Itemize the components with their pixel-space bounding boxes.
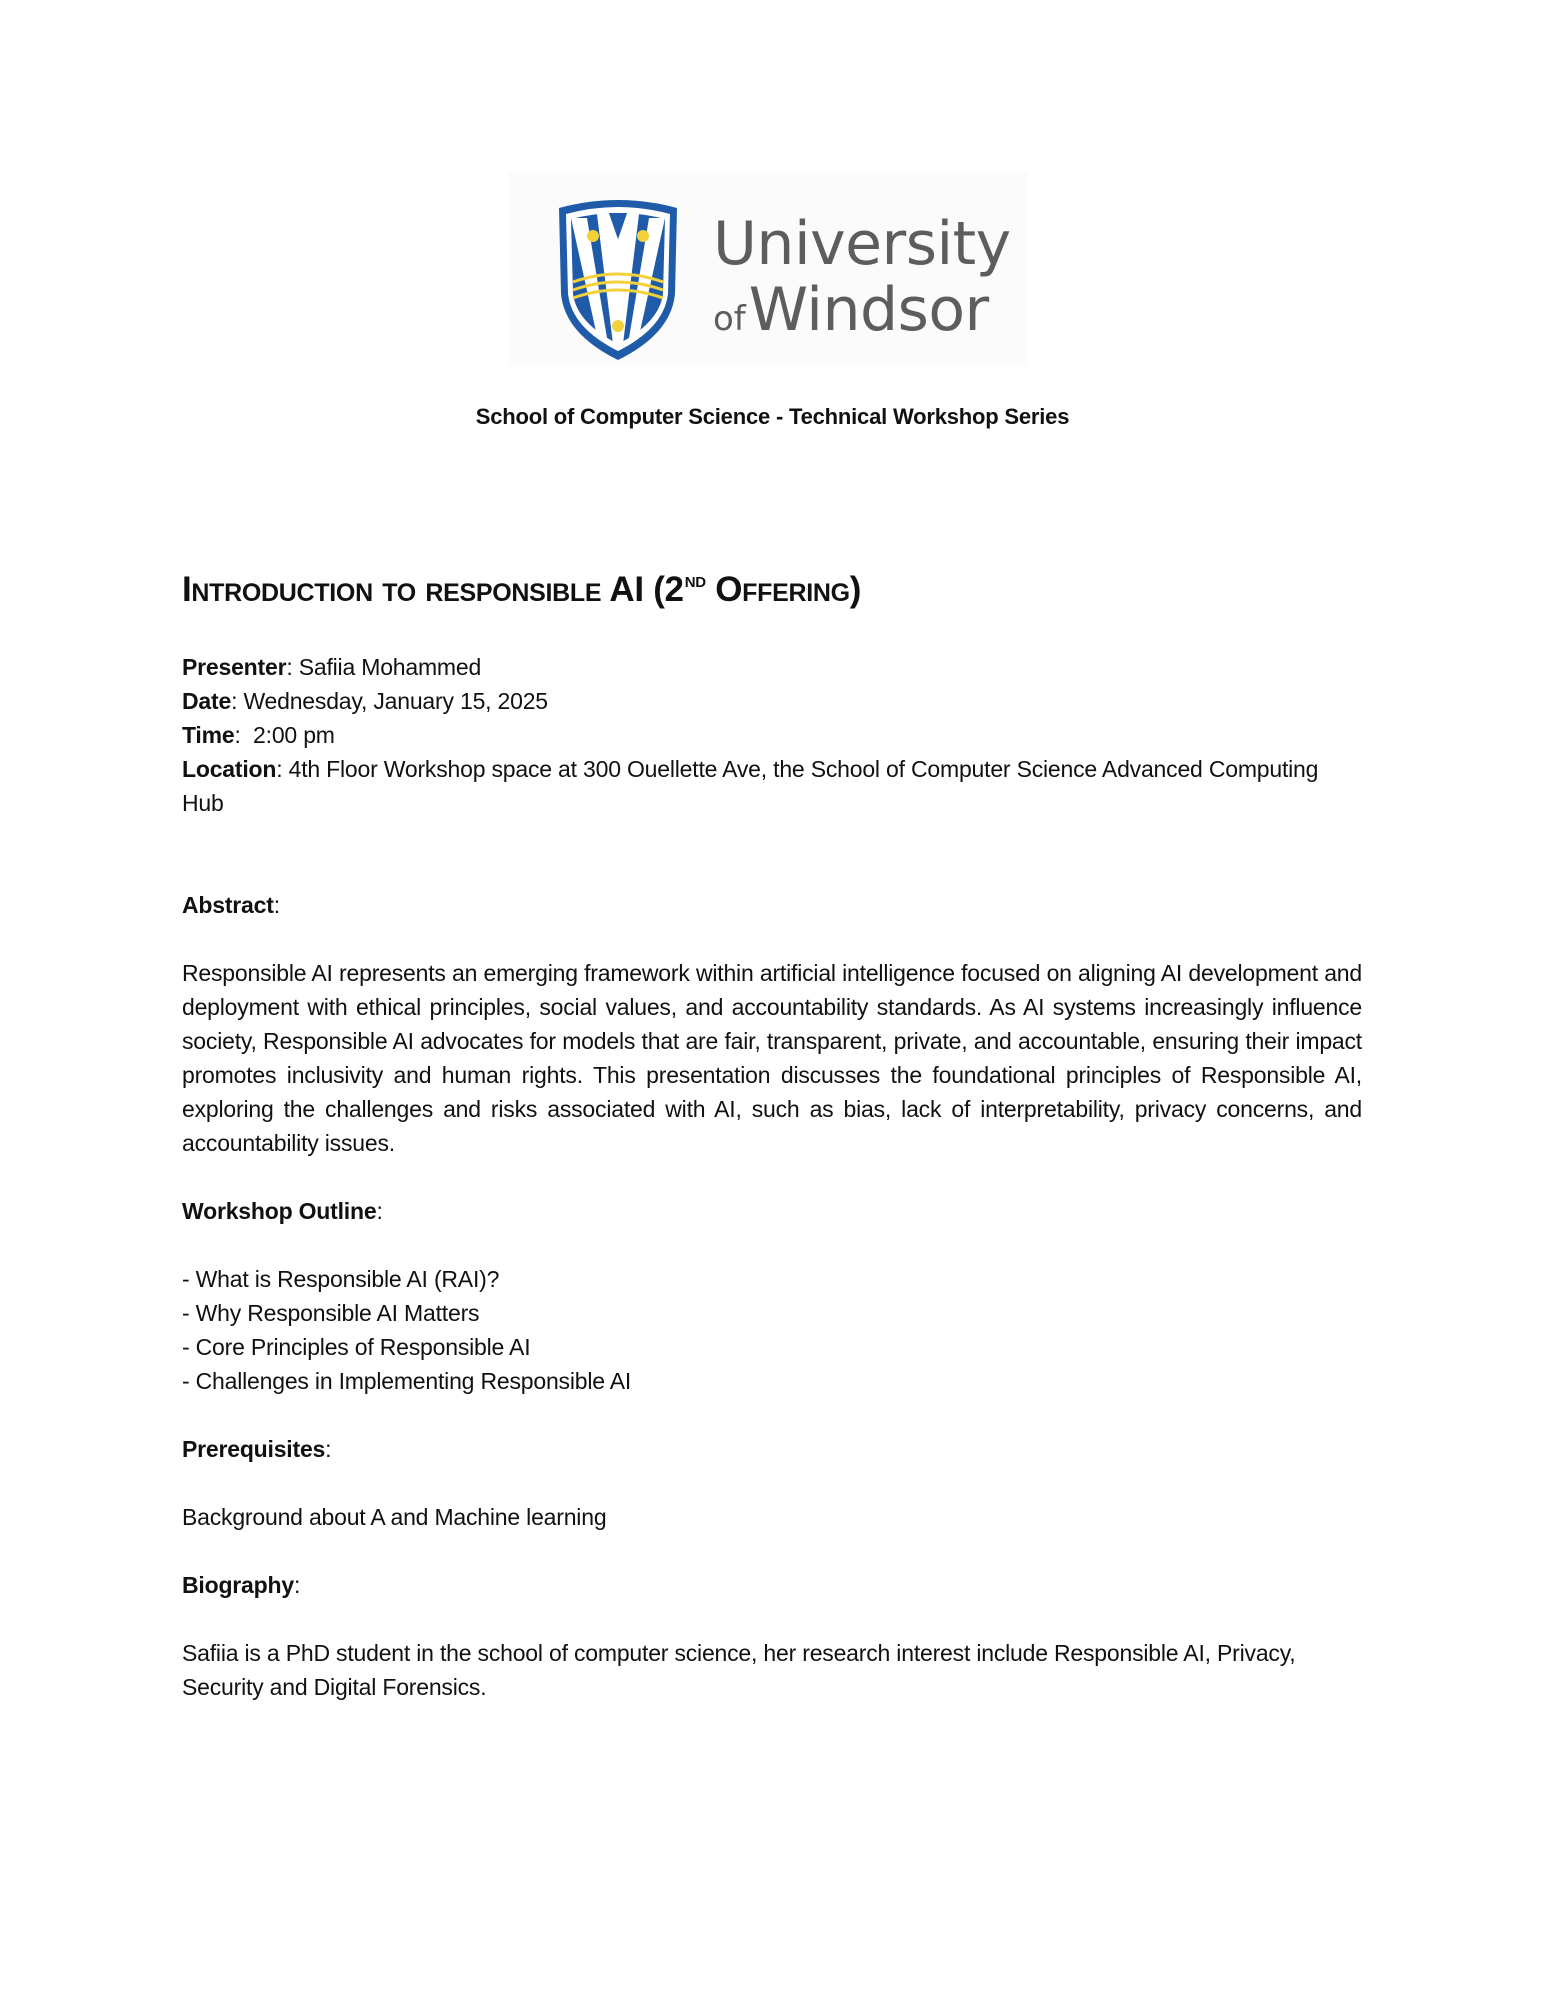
wordmark-windsor: Windsor xyxy=(748,275,989,345)
outline-item: - Core Principles of Responsible AI xyxy=(182,1334,531,1360)
date-line xyxy=(182,684,1362,718)
time-value: : 2:00 pm xyxy=(234,722,335,748)
outline-item: - Challenges in Implementing Responsible AI xyxy=(182,1368,632,1394)
presenter-label: Presenter xyxy=(182,654,287,680)
date-value: : Wednesday, January 15, 2025 xyxy=(231,688,548,714)
outline-heading-colon: : xyxy=(376,1198,383,1224)
prerequisites-heading-colon: : xyxy=(325,1436,332,1462)
biography-heading xyxy=(182,1568,1362,1602)
page-title xyxy=(182,570,861,610)
prerequisites-heading-label: Prerequisites xyxy=(182,1436,326,1462)
university-shield-icon xyxy=(553,194,683,364)
workshop-series-heading: School of Computer Science - Technical Workshop Series xyxy=(475,404,1070,429)
abstract-text: Responsible AI represents an emerging framework within artificial intelligence focused on aligning AI development and deployment with ethical principles, social values, and accountability standards. As AI systems increasingly influence society, Responsible AI advocates for models that are fair, transparent, private, and accountable, ensuring their impact promotes inclusivity and human rights. This presentation discusses the foundational principles of Responsible AI, exploring the challenges and risks associated with AI, such as bias, lack of interpretability, privacy concerns, and accountability issues. xyxy=(182,960,1362,1156)
time-line xyxy=(182,718,1362,752)
presenter-value: : Safiia Mohammed xyxy=(286,654,482,680)
document-body xyxy=(182,650,1362,1704)
outline-list xyxy=(182,1262,1362,1398)
university-logo xyxy=(508,172,1028,367)
abstract-heading xyxy=(182,888,1362,922)
wordmark-university: University xyxy=(713,209,1011,279)
title-suffix: Offering) xyxy=(705,570,862,609)
title-main: Introduction to responsible AI (2 xyxy=(182,570,684,609)
abstract-heading-colon: : xyxy=(273,892,280,918)
biography-text: Safiia is a PhD student in the school of computer science, her research interest include Responsible AI, Privacy, Security and Digital Forensics. xyxy=(182,1640,1296,1700)
prerequisites-text: Background about A and Machine learning xyxy=(182,1504,607,1530)
location-value: : 4th Floor Workshop space at 300 Ouellette Ave, the School of Computer Science Advanced Computing Hub xyxy=(182,756,1319,816)
prerequisites-heading xyxy=(182,1432,1362,1466)
location-label: Location xyxy=(182,756,277,782)
title-superscript: ND xyxy=(684,574,706,591)
outline-heading xyxy=(182,1194,1362,1228)
presenter-line xyxy=(182,650,1362,684)
location-line xyxy=(182,752,1362,820)
time-label: Time xyxy=(182,722,235,748)
university-wordmark xyxy=(713,209,1011,345)
biography-heading-colon: : xyxy=(293,1572,301,1598)
biography-heading-label: Biography xyxy=(182,1572,294,1598)
outline-item: - Why Responsible AI Matters xyxy=(182,1300,480,1326)
outline-item: - What is Responsible AI (RAI)? xyxy=(182,1266,500,1292)
outline-heading-label: Workshop Outline xyxy=(182,1198,377,1224)
abstract-heading-label: Abstract xyxy=(182,892,274,918)
date-label: Date xyxy=(182,688,232,714)
wordmark-of: of xyxy=(713,299,746,339)
